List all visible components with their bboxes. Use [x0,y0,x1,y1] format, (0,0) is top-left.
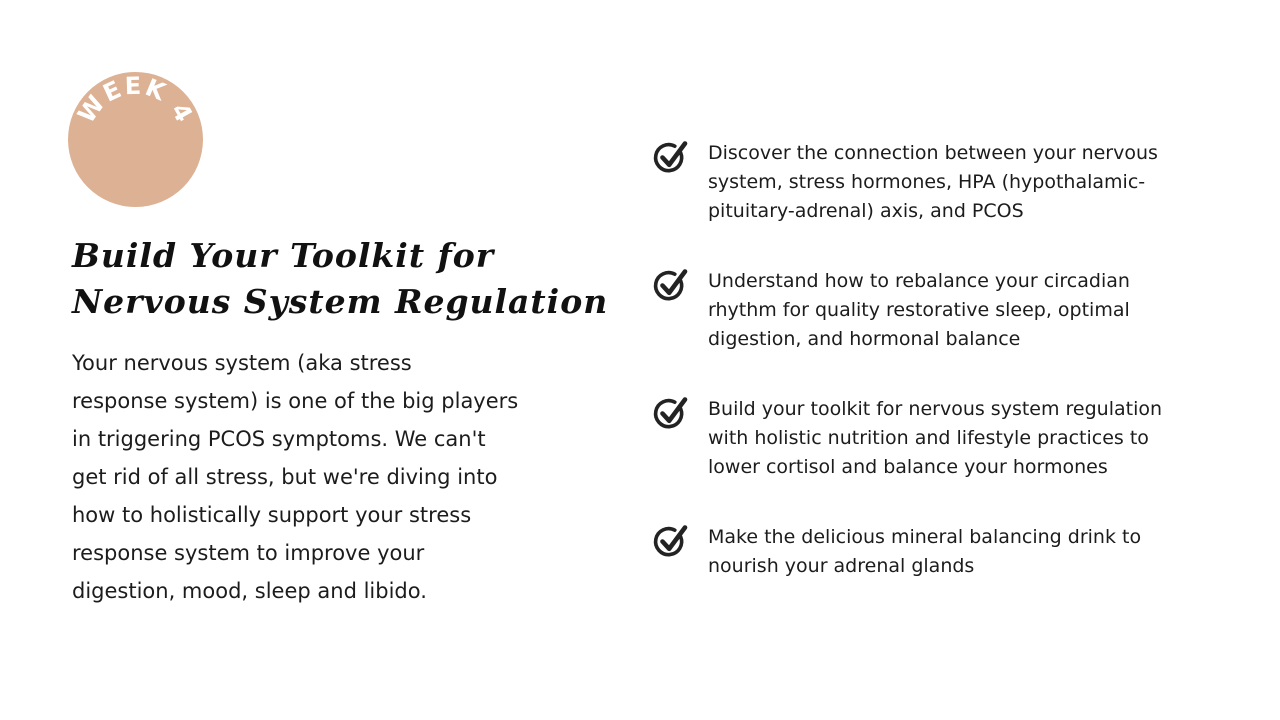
intro-line: how to holistically support your stress [72,503,472,527]
checklist-item-line: Discover the connection between your nervous [708,142,1158,164]
check-circle-icon [652,524,688,560]
checklist-item-line: Understand how to rebalance your circadian [708,270,1130,292]
checklist-item-text [708,523,1228,581]
checklist-item-text [708,395,1228,482]
intro-line: get rid of all stress, but we're diving into [72,465,498,489]
checklist-item-line: lower cortisol and balance your hormones [708,456,1108,478]
intro-line: response system to improve your [72,541,425,565]
intro-paragraph [72,344,572,610]
checklist-item-text [708,139,1228,226]
intro-line: in triggering PCOS symptoms. We can't [72,427,486,451]
page-title [72,233,609,325]
checklist-item-line: Make the delicious mineral balancing drink to [708,526,1142,548]
check-circle-icon [652,268,688,304]
check-circle-icon [652,140,688,176]
check-circle-icon [652,396,688,432]
checklist-item-line: nourish your adrenal glands [708,555,975,577]
page-title-line: Build Your Toolkit for [72,236,495,275]
checklist-item-line: with holistic nutrition and lifestyle practices to [708,427,1149,449]
week-badge [68,72,203,207]
checklist-item-line: system, stress hormones, HPA (hypothalamic- [708,171,1146,193]
week-badge-graphic [68,72,203,207]
checklist-item-text [708,267,1228,354]
page-title-line: Nervous System Regulation [72,282,609,321]
intro-line: digestion, mood, sleep and libido. [72,579,427,603]
checklist-item-line: digestion, and hormonal balance [708,328,1021,350]
checklist-item-line: rhythm for quality restorative sleep, optimal [708,299,1130,321]
week-badge-label: WEEK 4 [72,72,199,129]
intro-line: Your nervous system (aka stress [72,351,412,375]
intro-line: response system) is one of the big players [72,389,519,413]
checklist-item-line: Build your toolkit for nervous system regulation [708,398,1163,420]
checklist-item-line: pituitary-adrenal) axis, and PCOS [708,200,1024,222]
